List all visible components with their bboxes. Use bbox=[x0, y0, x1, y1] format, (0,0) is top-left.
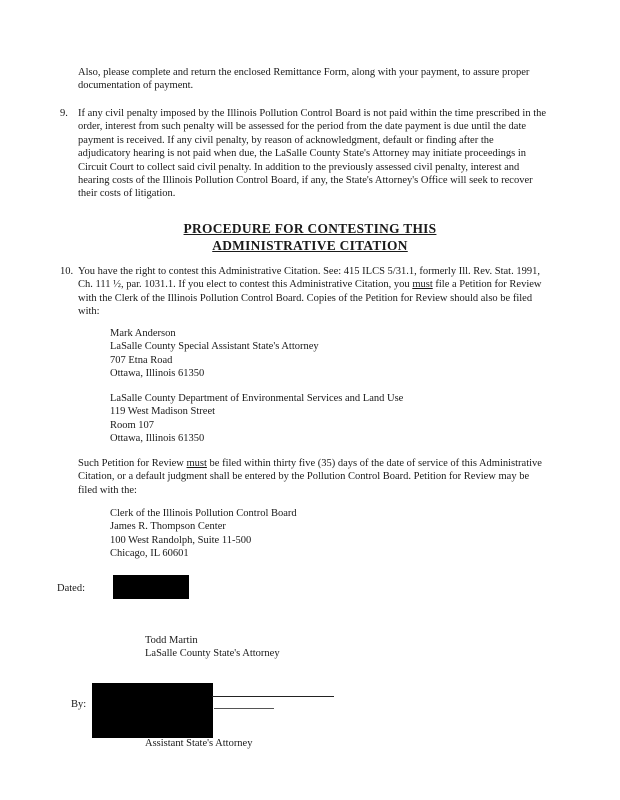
item-9-line: adjudicatory hearing is not paid when due, the LaSalle County State's Attorney may initiate proceedings in bbox=[78, 148, 527, 160]
address-line: James R. Thompson Center bbox=[110, 521, 226, 533]
petition-line bbox=[78, 457, 573, 470]
petition-line: filed with the: bbox=[78, 484, 137, 496]
section-heading-line-2: ADMINISTRATIVE CITATION bbox=[212, 238, 408, 253]
must-emphasis: must bbox=[412, 279, 433, 291]
address-block-environmental-services bbox=[110, 392, 510, 446]
item-10-line: You have the right to contest this Administrative Citation. See: 415 ILCS 5/31.1, formerly Ill. Rev. Stat. 1991, bbox=[78, 266, 540, 277]
address-line: Ottawa, Illinois 61350 bbox=[110, 368, 205, 380]
address-line: 119 West Madison Street bbox=[110, 406, 216, 418]
address-line: Chicago, IL 60601 bbox=[110, 548, 189, 560]
item-10-paragraph bbox=[78, 265, 573, 319]
petition-line: Citation, or a default judgment shall be entered by the Pollution Control Board. Petition for Review may be bbox=[78, 471, 530, 483]
item-9-line: order, interest from such penalty will be assessed for the period from the date payment is due until the date bbox=[78, 121, 527, 133]
address-line: LaSalle County Department of Environmental Services and Land Use bbox=[110, 393, 404, 404]
redacted-signature bbox=[92, 683, 213, 738]
assistant-title: Assistant State's Attorney bbox=[145, 738, 253, 749]
intro-line-1: Also, please complete and return the enclosed Remittance Form, along with your payment, to assure proper bbox=[78, 67, 530, 78]
address-line: LaSalle County Special Assistant State's Attorney bbox=[110, 341, 319, 353]
address-line: Clerk of the Illinois Pollution Control Board bbox=[110, 508, 297, 519]
petition-paragraph bbox=[78, 457, 573, 497]
dated-label: Dated: bbox=[57, 583, 85, 594]
signature-line bbox=[212, 696, 334, 697]
item-10-line: with: bbox=[78, 306, 100, 318]
item-10-line: with the Clerk of the Illinois Pollution Control Board. Copies of the Petition for Review should also be filed bbox=[78, 292, 533, 304]
item-9-line: Circuit Court to collect said civil penalty. In addition to the previously assessed civil penalty, interest and bbox=[78, 161, 520, 173]
address-line: Room 107 bbox=[110, 419, 155, 431]
item-10-text: file a Petition for Review bbox=[432, 279, 542, 291]
redacted-date bbox=[113, 575, 189, 599]
item-9-number: 9. bbox=[60, 108, 68, 119]
petition-text: Such Petition for Review bbox=[78, 458, 187, 469]
address-line: Ottawa, Illinois 61350 bbox=[110, 433, 205, 445]
intro-line-2: documentation of payment. bbox=[78, 80, 194, 91]
by-label: By: bbox=[71, 699, 87, 710]
item-9-line: hearing costs of the Illinois Pollution Control Board, if any, the State's Attorney's Office will seek to recover bbox=[78, 175, 533, 187]
address-block-clerk bbox=[110, 507, 510, 561]
section-heading-line-1: PROCEDURE FOR CONTESTING THIS bbox=[183, 221, 437, 236]
item-9-line: payment is received. If any civil penalty, by reason of acknowledgment, default or finding after the bbox=[78, 134, 494, 146]
address-line: 707 Etna Road bbox=[110, 354, 173, 366]
item-10-text: Ch. 111 ½, par. 1031.1. If you elect to contest this Administrative Citation, you bbox=[78, 279, 413, 291]
item-9-paragraph bbox=[78, 107, 573, 201]
signer-title: LaSalle County State's Attorney bbox=[145, 648, 280, 659]
address-block-mark-anderson bbox=[110, 327, 510, 381]
item-10-line bbox=[78, 278, 573, 291]
signer-name: Todd Martin bbox=[145, 635, 198, 646]
must-emphasis: must bbox=[186, 458, 207, 469]
item-9-line: If any civil penalty imposed by the Illinois Pollution Control Board is not paid within the time prescribed in the bbox=[78, 108, 547, 119]
petition-text: be filed within thirty five (35) days of the date of service of this Administrative bbox=[206, 458, 542, 469]
item-10-number: 10. bbox=[60, 266, 74, 277]
item-9-line: their costs of litigation. bbox=[78, 188, 176, 200]
address-line: Mark Anderson bbox=[110, 328, 176, 339]
address-line: 100 West Randolph, Suite 11-500 bbox=[110, 534, 252, 546]
signature-scribble bbox=[214, 708, 274, 709]
